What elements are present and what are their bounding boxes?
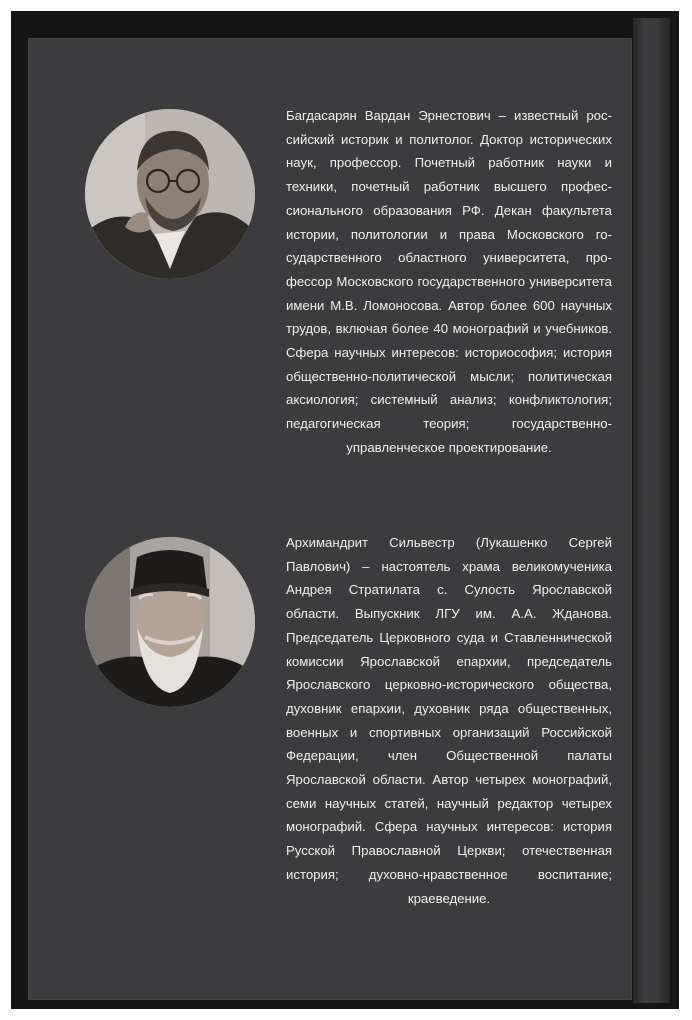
author-portrait-bagdasaryan: [85, 109, 255, 279]
portrait-photo-priest: [85, 537, 255, 707]
author-portrait-silvestr: [85, 537, 255, 707]
author-bio-bagdasaryan: Багдасарян Вардан Эрнестович – известный российский историк и политолог. Доктор исторических наук, профессор. Почетный работник науки и техники, почетный работник высшего профессионального образования РФ. Декан факультета истории, политологии и права Московского государственного областного университета, профессор Московского государственного университета имени М.В. Ломоносова. Автор более 600 научных трудов, включая более 40 монографий и учебников. Сфера научных интересов: историософия; история общественно-политической мысли; политическая аксиология; системный анализ; конфликтология; педагогическая теория; государственно-управленческое проектирование.: [286, 108, 612, 455]
author-bio-silvestr: Архимандрит Сильвестр (Лукашенко Сергей Павлович) – настоятель храма великомученика Андрея Стратилата с. Сулость Ярославской области. Выпускник ЛГУ им. А.А. Жданова. Председатель Церковного суда и Ставленнической комиссии Ярославской епархии, председатель Ярославского церковно-исторического общества, духовник епархии, духовник ряда общественных, военных и спортивных организаций Российской Федерации, член Общественной палаты Ярославской области. Автор четырех монографий, семи научных статей, научный редактор четырех монографий. Сфера научных интересов: история Русской Православной Церкви; отечественная история; духовно-нравственное воспитание; краеведение.: [286, 535, 612, 906]
book-spine: [630, 18, 670, 1003]
portrait-photo-man-glasses: [85, 109, 255, 279]
